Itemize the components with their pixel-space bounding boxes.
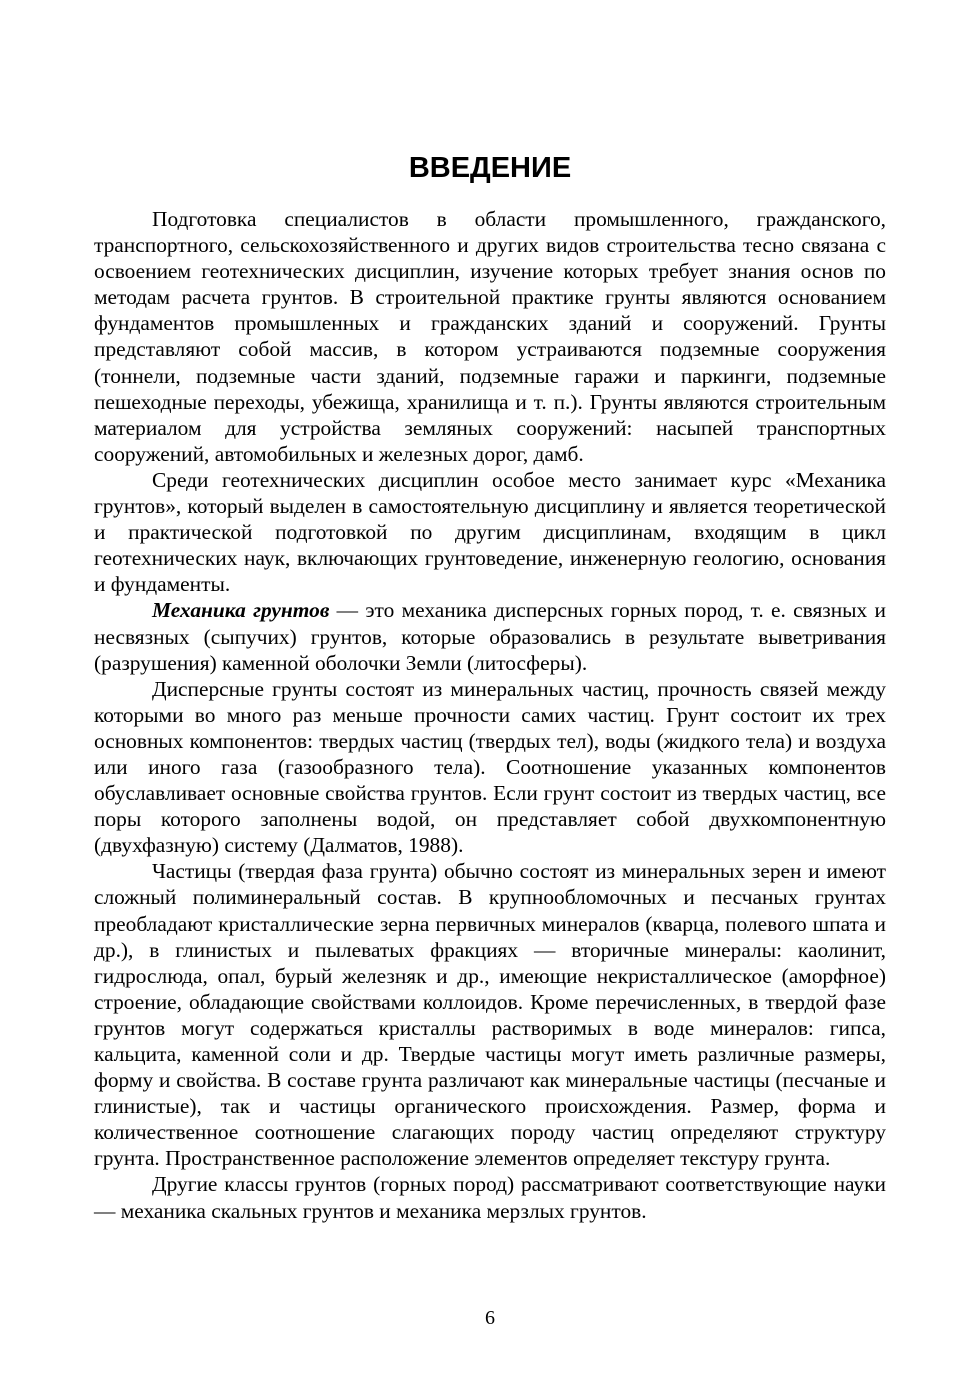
page-number: 6 bbox=[485, 1307, 495, 1329]
paragraph-6: Другие классы грунтов (горных пород) рассматривают соответствующие науки — механика скальных грунтов и механика мерзлых грунтов. bbox=[94, 1172, 886, 1223]
term-soil-mechanics: Механика грунтов bbox=[152, 598, 330, 623]
paragraph-3-text: — это механика дисперсных горных пород, т. е. связных и несвязных (сыпучих) грунтов, которые образовались в результате выветривания (разрушения) каменной оболочки Земли (литосферы). bbox=[94, 598, 886, 675]
paragraph-2: Среди геотехнических дисциплин особое место занимает курс «Механика грунтов», который выделен в самостоятельную дисциплину и является теоретической и практической подготовкой по другим дисциплинам, входящим в цикл геотехнических наук, включающих грунтоведение, инженерную геологию, основания и фундаменты. bbox=[94, 467, 886, 597]
paragraph-1: Подготовка специалистов в области промышленного, гражданского, транспортного, сельскохозяйственного и других видов строительства тесно связана с освоением геотехнических дисциплин, изучение которых требует знания основ по методам расчета грунтов. В строительной практике грунты являются основанием фундаментов промышленных и гражданских зданий и сооружений. Грунты представляют собой массив, в котором устраиваются подземные сооружения (тоннели, подземные части зданий, подземные гаражи и паркинги, подземные пешеходные переходы, убежища, хранилища и т. п.). Грунты являются строительным материалом для устройства земляных сооружений: насыпей транспортных сооружений, автомобильных и железных дорог, дамб. bbox=[94, 207, 886, 466]
page-title: ВВЕДЕНИЕ bbox=[408, 152, 572, 184]
paragraph-3 bbox=[94, 597, 886, 675]
paragraph-4: Дисперсные грунты состоят из минеральных частиц, прочность связей между которыми во много раз меньше прочности самих частиц. Грунт состоит их трех основных компонентов: твердых частиц (твердых тел), воды (жидкого тела) и воздуха или иного газа (газообразного тела). Соотношение указанных компонентов обуславливает основные свойства грунтов. Если грунт состоит из твердых частиц, все поры которого заполнены водой, он представляет собой двухкомпонентную (двухфазную) систему (Далматов, 1988). bbox=[94, 676, 886, 858]
paragraph-5: Частицы (твердая фаза грунта) обычно состоят из минеральных зерен и имеют сложный полиминеральный состав. В крупнообломочных и песчаных грунтах преобладают кристаллические зерна первичных минералов (кварца, полевого шпата и др.), в глинистых и пылеватых фракциях — вторичные минералы: каолинит, гидрослюда, опал, бурый железняк и др., имеющие некристаллическое (аморфное) строение, обладающие свойствами коллоидов. Кроме перечисленных, в твердой фазе грунтов могут содержаться кристаллы растворимых в воде минералов: гипса, кальцита, каменной соли и др. Твердые частицы могут иметь различные размеры, форму и свойства. В составе грунта различают как минеральные частицы (песчаные и глинистые), так и частицы органического происхождения. Размер, форма и количественное соотношение слагающих породу частиц определяют структуру грунта. Пространственное расположение элементов определяет текстуру грунта. bbox=[94, 859, 886, 1171]
body-text bbox=[94, 206, 886, 1224]
